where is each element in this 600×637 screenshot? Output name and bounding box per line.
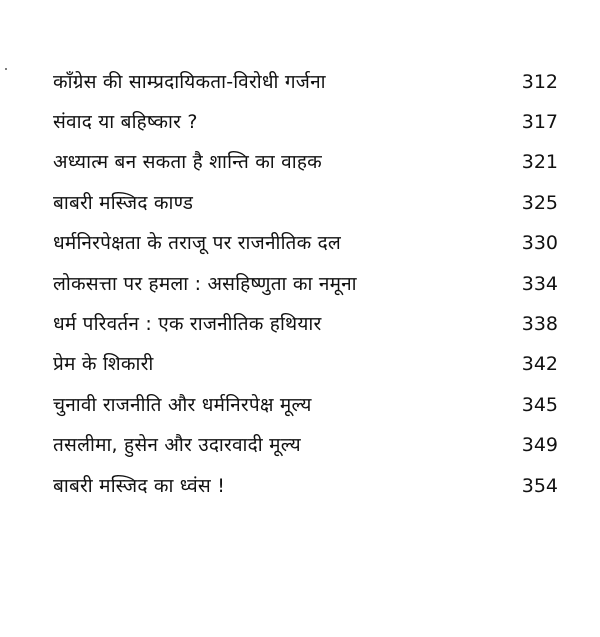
toc-entry-page: 349 [521, 434, 558, 457]
toc-entry-page: 334 [521, 272, 558, 295]
toc-entry [53, 304, 558, 344]
table-of-contents [53, 62, 558, 506]
toc-entry-page: 342 [521, 353, 558, 376]
toc-entry-title: चुनावी राजनीति और धर्मनिरपेक्ष मूल्य [53, 393, 312, 416]
toc-entry-title: धर्मनिरपेक्षता के तराजू पर राजनीतिक दल [53, 232, 341, 255]
toc-entry-title: धर्म परिवर्तन : एक राजनीतिक हथियार [53, 313, 322, 336]
toc-entry [53, 183, 558, 223]
toc-entry [53, 426, 558, 466]
toc-entry-page: 345 [521, 393, 558, 416]
toc-entry [53, 62, 558, 102]
toc-entry [53, 466, 558, 506]
toc-entry-page: 354 [521, 474, 558, 497]
toc-entry-title: लोकसत्ता पर हमला : असहिष्णुता का नमूना [53, 272, 357, 295]
toc-entry-page: 330 [521, 232, 558, 255]
toc-entry-page: 338 [521, 313, 558, 336]
toc-entry-title: बाबरी मस्जिद काण्ड [53, 191, 194, 214]
toc-entry-title: संवाद या बहिष्कार ? [53, 111, 198, 134]
toc-entry-title: बाबरी मस्जिद का ध्वंस ! [53, 474, 226, 497]
toc-entry-page: 321 [521, 151, 558, 174]
toc-entry [53, 102, 558, 142]
toc-entry-page: 317 [521, 111, 558, 134]
toc-entry [53, 385, 558, 425]
toc-entry-title: तसलीमा, हुसेन और उदारवादी मूल्य [53, 434, 301, 457]
toc-entry [53, 264, 558, 304]
toc-entry-title: अध्यात्म बन सकता है शान्ति का वाहक [53, 151, 322, 174]
toc-entry [53, 143, 558, 183]
toc-entry-title: काँग्रेस की साम्प्रदायिकता-विरोधी गर्जना [53, 70, 326, 93]
toc-entry [53, 224, 558, 264]
toc-entry-page: 312 [521, 70, 558, 93]
toc-entry [53, 345, 558, 385]
scan-speck [5, 68, 7, 70]
toc-entry-title: प्रेम के शिकारी [53, 353, 154, 376]
toc-entry-page: 325 [521, 191, 558, 214]
